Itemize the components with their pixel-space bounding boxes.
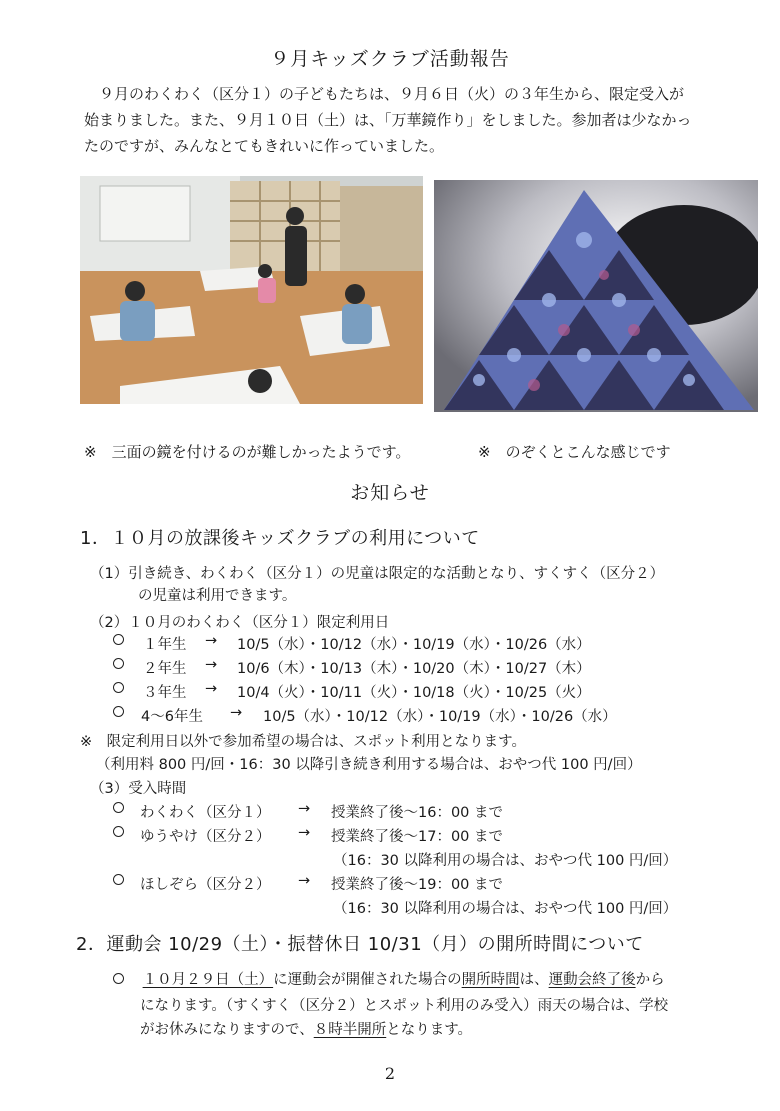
grade-row-2 bbox=[113, 657, 591, 677]
arrow-icon: → bbox=[298, 873, 311, 889]
grade-dates: 10/6（木）・10/13（木）・10/20（木）・10/27（木） bbox=[237, 661, 591, 677]
arrow-icon: → bbox=[205, 681, 218, 697]
circle-bullet-icon bbox=[113, 826, 124, 837]
arrow-icon: → bbox=[298, 825, 311, 841]
circle-bullet-icon bbox=[113, 973, 124, 984]
arrow-icon: → bbox=[230, 705, 243, 721]
time-row-2-extra: （16：30 以降利用の場合は、おやつ代 100 円/回） bbox=[333, 853, 678, 869]
caption-left: ※ 三面の鏡を付けるのが難しかったようです。 bbox=[84, 443, 411, 461]
kaleidoscope-photo bbox=[434, 180, 758, 412]
notice-heading: お知らせ bbox=[350, 482, 430, 504]
circle-bullet-icon bbox=[113, 634, 124, 645]
grade-label: ３年生 bbox=[143, 685, 187, 701]
circle-bullet-icon bbox=[113, 706, 124, 717]
circle-bullet-icon bbox=[113, 802, 124, 813]
arrow-icon: → bbox=[205, 633, 218, 649]
arrow-icon: → bbox=[298, 801, 311, 817]
event-date: １０月２９日（土） bbox=[142, 972, 274, 988]
section2-text: がお休みになりますので、 bbox=[140, 1022, 314, 1038]
circle-bullet-icon bbox=[113, 874, 124, 885]
grade-row-3 bbox=[113, 681, 591, 701]
time-row-2 bbox=[113, 825, 504, 845]
time-range: 授業終了後～19：00 まで bbox=[331, 877, 504, 893]
section1-heading: 1．１０月の放課後キッズクラブの利用について bbox=[80, 528, 480, 549]
page-number: 2 bbox=[384, 1064, 396, 1083]
opening-830: ８時半開所 bbox=[313, 1022, 387, 1038]
grade-dates: 10/4（火）・10/11（火）・10/18（火）・10/25（火） bbox=[237, 685, 591, 701]
section2-text: から bbox=[635, 972, 665, 988]
grade-label: ２年生 bbox=[143, 661, 187, 677]
page-title: ９月キッズクラブ活動報告 bbox=[270, 48, 510, 70]
section2-text: となります。 bbox=[386, 1022, 473, 1038]
time-range: 授業終了後～17：00 まで bbox=[331, 829, 504, 845]
section2-heading: 2．運動会 10/29（土）・振替休日 10/31（月）の開所時間について bbox=[76, 934, 644, 955]
grade-label: 4～6年生 bbox=[141, 709, 203, 725]
fee-note: （利用料 800 円/回・16：30 以降引き続き利用する場合は、おやつ代 100 円/回） bbox=[96, 757, 642, 773]
circle-bullet-icon bbox=[113, 658, 124, 669]
arrow-icon: → bbox=[205, 657, 218, 673]
opening-time-label: 開所時間 bbox=[461, 972, 520, 988]
caption-right: ※ のぞくとこんな感じです bbox=[478, 443, 671, 461]
time-category: わくわく（区分１） bbox=[140, 805, 271, 821]
report-line-2: 始まりました。また、９月１０日（土）は、「万華鏡作り」をしました。参加者は少なかっ bbox=[84, 111, 692, 129]
time-row-3 bbox=[113, 873, 504, 893]
grade-dates: 10/5（水）・10/12（水）・10/19（水）・10/26（水） bbox=[263, 709, 617, 725]
section2-text: は、 bbox=[519, 972, 549, 988]
time-range: 授業終了後～16：00 まで bbox=[331, 805, 504, 821]
grade-dates: 10/5（水）・10/12（水）・10/19（水）・10/26（水） bbox=[237, 637, 591, 653]
item1-line1: （1）引き続き、わくわく（区分１）の児童は限定的な活動となり、すくすく（区分２） bbox=[90, 566, 665, 582]
grade-row-4 bbox=[113, 705, 617, 725]
time-row-1 bbox=[113, 801, 504, 821]
section2-text: に運動会が開催された場合の bbox=[273, 972, 462, 988]
section2-line1 bbox=[113, 968, 665, 989]
grade-row-1 bbox=[113, 633, 591, 653]
section2-line2: になります。（すくすく（区分２）とスポット利用のみ受入）雨天の場合は、学校 bbox=[140, 998, 669, 1014]
time-row-3-extra: （16：30 以降利用の場合は、おやつ代 100 円/回） bbox=[333, 901, 678, 917]
report-line-3: たのですが、みんなとてもきれいに作っていました。 bbox=[84, 137, 445, 155]
spot-note: ※ 限定利用日以外で参加希望の場合は、スポット利用となります。 bbox=[80, 734, 526, 750]
circle-bullet-icon bbox=[113, 682, 124, 693]
item1-line2: の児童は利用できます。 bbox=[138, 588, 297, 604]
classroom-photo bbox=[80, 176, 423, 404]
report-line-1: ９月のわくわく（区分１）の子どもたちは、９月６日（火）の３年生から、限定受入が bbox=[84, 85, 685, 103]
time-category: ほしぞら（区分２） bbox=[140, 877, 271, 893]
item3-label: （3）受入時間 bbox=[90, 781, 187, 797]
section2-line3 bbox=[140, 1018, 472, 1039]
grade-label: １年生 bbox=[143, 637, 187, 653]
after-event-label: 運動会終了後 bbox=[548, 972, 636, 988]
item2-label: （2）１０月のわくわく（区分１）限定利用日 bbox=[90, 615, 390, 631]
time-category: ゆうやけ（区分２） bbox=[140, 829, 271, 845]
